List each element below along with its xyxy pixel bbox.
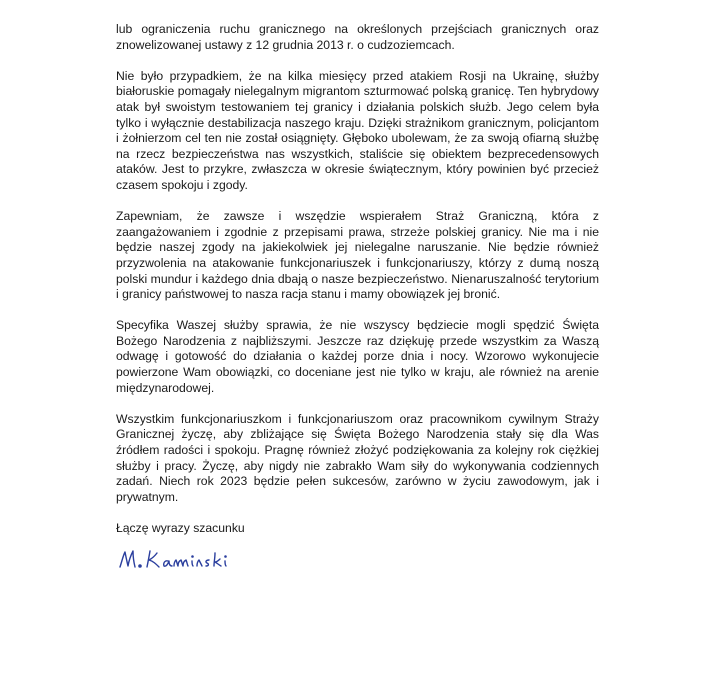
letter-page [116,22,599,575]
handwritten-signature [116,545,316,575]
signature-graphic [116,545,316,575]
paragraph-hybrid-attack: Nie było przypadkiem, że na kilka miesięcy przed atakiem Rosji na Ukrainę, służby białoruskie pomagały nielegalnym migrantom szturmować polską granicę. Ten hybrydowy atak był swoistym testowaniem tej granicy i działania polskich służb. Jego celem była tylko i wyłącznie destabilizacja naszego kraju. Dzięki strażnikom granicznym, policjantom i żołnierzom cel ten nie został osiągnięty. Głęboko ubolewam, że za swoją ofiarną służbę na rzecz bezpieczeństwa nas wszystkich, staliście się obiektem bezprecedensowych ataków. Jest to przykre, zwłaszcza w okresie świątecznym, który powinien być przecież czasem spokoju i zgody. [116,68,599,192]
paragraph-service-specifics: Specyfika Waszej służby sprawia, że nie wszyscy będziecie mogli spędzić Święta Bożego Narodzenia z najbliższymi. Jeszcze raz dziękuję przede wszystkim za Waszą odwagę i gotowość do działania o każdej porze dnia i nocy. Wzorowo wykonujecie powierzone Wam obowiązki, co doceniane jest nie tylko w kraju, ale również na arenie międzynarodowej. [116,318,599,395]
closing-phrase: Łączę wyrazy szacunku [116,521,245,535]
paragraph-christmas-wishes: Wszystkim funkcjonariuszkom i funkcjonariuszom oraz pracownikom cywilnym Straży Granicznej życzę, aby zbliżające się Święta Bożego Narodzenia stały się dla Was źródłem radości i spokoju. Pragnę również złożyć podziękowania za kolejny rok ciężkiej służby i pracy. Życzę, aby nigdy nie zabrakło Wam siły do wykonywania codziennych zadań. Niech rok 2023 będzie pełen sukcesów, zarówno w życiu zawodowym, jak i prywatnym. [116,411,599,504]
paragraph-border-traffic: lub ograniczenia ruchu granicznego na określonych przejściach granicznych oraz znowelizowanej ustawy z 12 grudnia 2013 r. o cudzoziemcach. [116,22,599,52]
paragraph-support-border-guard: Zapewniam, że zawsze i wszędzie wspierałem Straż Graniczną, która z zaangażowaniem i zgodnie z przepisami prawa, strzeże polskiej granicy. Nie ma i nie będzie naszej zgody na jakiekolwiek jej nielegalne naruszanie. Nie będzie również przyzwolenia na atakowanie funkcjonariuszek i funkcjonariuszy, którzy z dumą noszą polski mundur i każdego dnia dbają o nasze bezpieczeństwo. Nienaruszalność terytorium i granicy państwowej to nasza racja stanu i mamy obowiązek jej bronić. [116,209,599,302]
